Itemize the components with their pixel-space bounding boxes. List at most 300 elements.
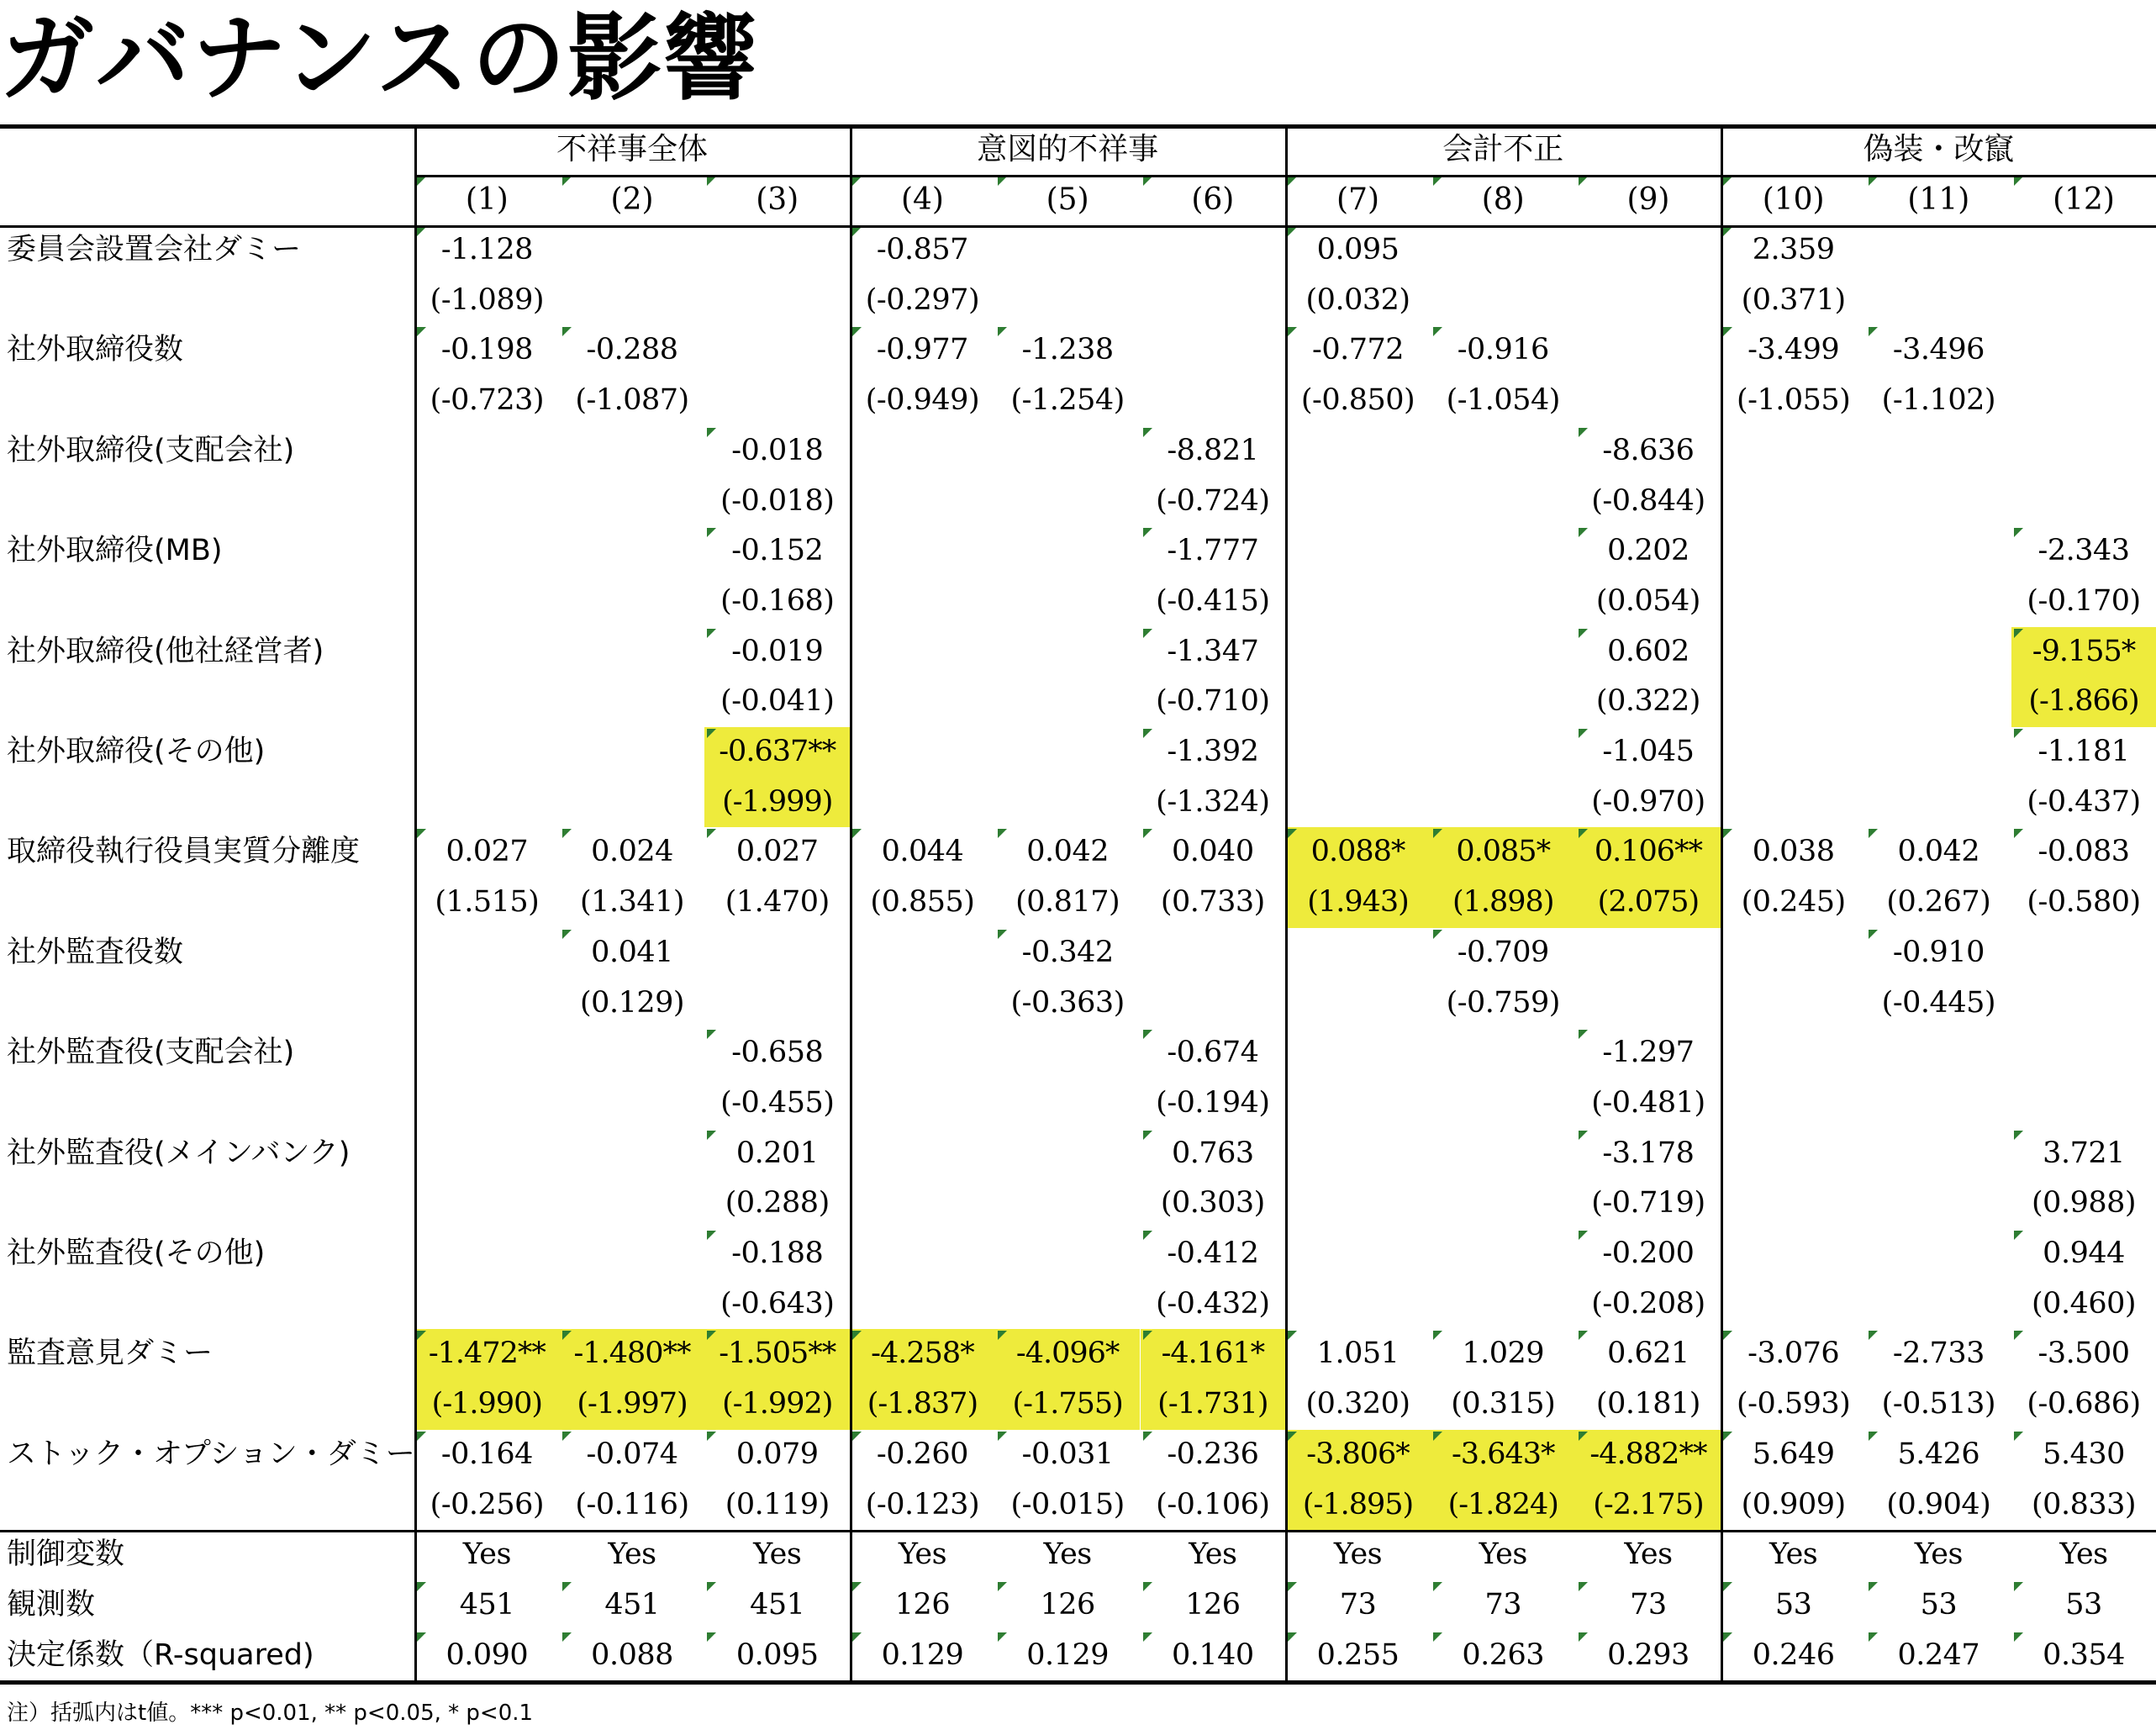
comment-marker (707, 1030, 716, 1039)
coefficient-cell: 0.763 (1171, 1136, 1254, 1170)
t-value-cell: (0.460) (2032, 1286, 2137, 1321)
t-value-cell: (0.129) (580, 985, 685, 1020)
coefficient-cell: 0.042 (1897, 835, 1980, 869)
coefficient-cell: -0.083 (2037, 835, 2130, 869)
footer-cell: 53 (2065, 1587, 2102, 1622)
comment-marker (1579, 1582, 1588, 1591)
coefficient-cell: -0.637** (719, 735, 836, 768)
regression-table (0, 124, 2156, 1685)
coefficient-cell: -0.412 (1167, 1237, 1259, 1270)
footer-cell: 0.129 (1026, 1637, 1109, 1672)
comment-marker (1433, 1432, 1442, 1441)
coefficient-cell: 1.029 (1462, 1337, 1545, 1371)
column-header: (5) (1046, 182, 1089, 217)
t-value-cell: (-0.710) (1156, 684, 1270, 719)
group-divider (850, 124, 852, 1680)
comment-marker (1433, 327, 1442, 336)
group-divider (414, 124, 417, 1680)
coefficient-cell: 0.079 (735, 1437, 819, 1471)
t-value-cell: (1.898) (1452, 885, 1554, 920)
comment-marker (2014, 1231, 2023, 1240)
t-value-cell: (-0.455) (720, 1085, 835, 1120)
t-value-cell: (0.288) (725, 1186, 830, 1221)
column-header: (11) (1907, 182, 1970, 217)
t-value-cell: (-0.437) (2027, 784, 2141, 819)
coefficient-cell: -0.288 (586, 333, 678, 367)
t-value-cell: (0.909) (1741, 1487, 1846, 1521)
coefficient-cell: -2.343 (2037, 534, 2130, 568)
t-value-cell: (0.315) (1451, 1387, 1556, 1421)
comment-marker (1433, 177, 1442, 186)
t-value-cell: (2.075) (1597, 885, 1700, 920)
t-value-cell: (-0.513) (1881, 1387, 1996, 1421)
t-value-cell: (0.267) (1886, 885, 1991, 920)
t-value-cell: (-0.106) (1156, 1487, 1270, 1521)
comment-marker (1723, 177, 1732, 186)
comment-marker (998, 829, 1007, 838)
comment-marker (1579, 177, 1588, 186)
comment-marker (1869, 177, 1878, 186)
comment-marker (417, 327, 426, 336)
footer-cell: 0.095 (735, 1637, 819, 1672)
comment-marker (852, 327, 862, 336)
comment-marker (562, 829, 572, 838)
footer-cell: 451 (459, 1587, 514, 1622)
t-value-cell: (1.341) (580, 885, 685, 920)
coefficient-cell: 0.040 (1171, 835, 1254, 869)
comment-marker (562, 1632, 572, 1642)
comment-marker (1143, 629, 1152, 638)
comment-marker (707, 1632, 716, 1642)
t-value-cell: (-1.087) (575, 383, 689, 418)
comment-marker (417, 1432, 426, 1441)
comment-marker (2014, 1131, 2023, 1140)
coefficient-cell: 0.042 (1026, 835, 1109, 869)
t-value-cell: (-0.593) (1736, 1387, 1851, 1421)
footer-cell: 0.247 (1897, 1637, 1980, 1672)
comment-marker (707, 1331, 716, 1340)
column-header: (12) (2053, 182, 2115, 217)
coefficient-cell: -1.238 (1021, 333, 1114, 367)
coefficient-cell: -0.342 (1021, 935, 1114, 969)
footer-cell: Yes (462, 1537, 511, 1572)
footer-cell: Yes (1043, 1537, 1092, 1572)
comment-marker (1723, 327, 1732, 336)
footer-cell: 126 (894, 1587, 951, 1622)
t-value-cell: (-1.102) (1881, 383, 1996, 418)
coefficient-cell: 0.944 (2043, 1237, 2125, 1270)
footer-cell: Yes (1624, 1537, 1673, 1572)
comment-marker (998, 1432, 1007, 1441)
comment-marker (1579, 1432, 1588, 1441)
comment-marker (1723, 1432, 1732, 1441)
coefficient-cell: 0.024 (591, 835, 673, 869)
comment-marker (1433, 1331, 1442, 1340)
comment-marker (562, 177, 572, 186)
coefficient-cell: -3.500 (2037, 1337, 2130, 1371)
t-value-cell: (-1.895) (1302, 1487, 1414, 1521)
comment-marker (852, 1632, 862, 1642)
footer-cell: Yes (753, 1537, 802, 1572)
comment-marker (562, 930, 572, 939)
group-header: 会計不正 (1442, 132, 1564, 166)
comment-marker (1143, 1030, 1152, 1039)
comment-marker (1143, 1432, 1152, 1441)
comment-marker (1143, 528, 1152, 537)
comment-marker (1143, 1131, 1152, 1140)
body-bottom-rule (0, 1530, 2156, 1532)
comment-marker (852, 1331, 862, 1340)
column-header: (4) (900, 182, 944, 217)
row-label: 社外監査役(その他) (7, 1237, 266, 1270)
comment-marker (1143, 1331, 1152, 1340)
coefficient-cell: -0.916 (1457, 333, 1549, 367)
t-value-cell: (-0.015) (1010, 1487, 1125, 1521)
footer-cell: 0.263 (1462, 1637, 1545, 1672)
coefficient-cell: -0.910 (1892, 935, 1985, 969)
comment-marker (1723, 829, 1732, 838)
t-value-cell: (-1.999) (722, 784, 833, 819)
comment-marker (1869, 930, 1878, 939)
comment-marker (1143, 177, 1152, 186)
coefficient-cell: -3.499 (1747, 333, 1840, 367)
t-value-cell: (1.943) (1307, 885, 1409, 920)
footer-cell: 0.255 (1316, 1637, 1400, 1672)
comment-marker (1579, 629, 1588, 638)
t-value-cell: (-0.297) (865, 282, 980, 317)
group-divider (1721, 124, 1723, 1680)
row-label: 委員会設置会社ダミー (7, 233, 302, 266)
t-value-cell: (0.054) (1595, 583, 1700, 618)
t-value-cell: (-0.850) (1300, 383, 1415, 418)
coefficient-cell: 0.621 (1607, 1337, 1689, 1371)
coefficient-cell: -9.155* (2032, 634, 2136, 668)
column-header: (8) (1481, 182, 1525, 217)
comment-marker (998, 177, 1007, 186)
coefficient-cell: -0.019 (731, 634, 824, 668)
comment-marker (1579, 1131, 1588, 1140)
coefficient-cell: -1.777 (1167, 534, 1259, 568)
t-value-cell: (-0.018) (720, 483, 835, 518)
group-divider (1285, 124, 1288, 1680)
coefficient-cell: -4.096* (1015, 1337, 1120, 1371)
top-rule (0, 124, 2156, 129)
comment-marker (1433, 1632, 1442, 1642)
group-header: 偽装・改竄 (1863, 132, 2015, 166)
comment-marker (417, 829, 426, 838)
comment-marker (1579, 829, 1588, 838)
comment-marker (1288, 1582, 1297, 1591)
row-label: 取締役執行役員実質分離度 (7, 835, 361, 869)
t-value-cell: (-0.256) (430, 1487, 545, 1521)
comment-marker (562, 1432, 572, 1441)
comment-marker (562, 327, 572, 336)
footer-cell: 451 (750, 1587, 805, 1622)
t-value-cell: (-0.481) (1591, 1085, 1705, 1120)
column-header: (7) (1336, 182, 1380, 217)
coefficient-cell: -3.076 (1747, 1337, 1840, 1371)
t-value-cell: (0.032) (1305, 282, 1410, 317)
row-label: 監査意見ダミー (7, 1337, 213, 1371)
t-value-cell: (0.904) (1886, 1487, 1991, 1521)
comment-marker (2014, 829, 2023, 838)
column-header: (1) (465, 182, 509, 217)
comment-marker (1579, 1030, 1588, 1039)
comment-marker (707, 1131, 716, 1140)
row-label: 社外監査役(メインバンク) (7, 1136, 351, 1170)
coefficient-cell: -1.297 (1602, 1036, 1695, 1070)
comment-marker (1433, 930, 1442, 939)
t-value-cell: (-0.724) (1156, 483, 1270, 518)
t-value-cell: (-0.116) (575, 1487, 689, 1521)
coefficient-cell: 0.044 (881, 835, 964, 869)
coefficient-cell: -0.674 (1167, 1036, 1259, 1070)
comment-marker (1143, 428, 1152, 437)
t-value-cell: (1.515) (435, 885, 540, 920)
t-value-cell: (-0.759) (1446, 985, 1560, 1020)
row-label: 社外取締役(MB) (7, 534, 223, 568)
row-label: 社外取締役(他社経営者) (7, 634, 324, 668)
coefficient-cell: -8.636 (1602, 433, 1695, 467)
footer-cell: 451 (604, 1587, 660, 1622)
comment-marker (2014, 729, 2023, 738)
comment-marker (1869, 829, 1878, 838)
t-value-cell: (-1.089) (430, 282, 545, 317)
t-value-cell: (-0.686) (2027, 1387, 2141, 1421)
t-value-cell: (-1.755) (1012, 1387, 1123, 1421)
comment-marker (1579, 1331, 1588, 1340)
comment-marker (998, 1582, 1007, 1591)
comment-marker (2014, 1582, 2023, 1591)
t-value-cell: (0.371) (1741, 282, 1846, 317)
coefficient-cell: -3.178 (1602, 1136, 1695, 1170)
t-value-cell: (-0.723) (430, 383, 545, 418)
t-value-cell: (0.833) (2032, 1487, 2137, 1521)
comment-marker (998, 1331, 1007, 1340)
column-header: (10) (1762, 182, 1825, 217)
t-value-cell: (0.119) (725, 1487, 830, 1521)
comment-marker (852, 177, 862, 186)
comment-marker (1288, 829, 1297, 838)
coefficient-cell: 3.721 (2043, 1136, 2125, 1170)
coefficient-cell: 0.602 (1607, 634, 1689, 668)
t-value-cell: (-1.837) (867, 1387, 978, 1421)
row-label: 社外取締役数 (7, 333, 184, 367)
coefficient-cell: 5.430 (2043, 1437, 2125, 1471)
t-value-cell: (-0.041) (720, 684, 835, 719)
comment-marker (707, 1582, 716, 1591)
t-value-cell: (-0.123) (865, 1487, 980, 1521)
row-label: 社外監査役(支配会社) (7, 1036, 295, 1070)
group-header: 不祥事全体 (556, 132, 709, 166)
coefficient-cell: -1.480** (573, 1337, 691, 1371)
row-label: ストック・オプション・ダミー (7, 1437, 415, 1471)
group-header: 意図的不祥事 (977, 132, 1159, 166)
coefficient-cell: -0.164 (440, 1437, 533, 1471)
t-value-cell: (0.855) (870, 885, 975, 920)
footer-cell: 73 (1630, 1587, 1667, 1622)
comment-marker (417, 1331, 426, 1340)
footer-cell: 0.246 (1752, 1637, 1835, 1672)
coefficient-cell: -0.658 (731, 1036, 824, 1070)
page-title: ガバナンスの影響 (0, 3, 760, 113)
t-value-cell: (-0.415) (1156, 583, 1270, 618)
comment-marker (998, 1632, 1007, 1642)
footer-cell: Yes (1189, 1537, 1237, 1572)
comment-marker (1143, 1632, 1152, 1642)
comment-marker (417, 1632, 426, 1642)
comment-marker (417, 227, 426, 236)
comment-marker (1723, 1632, 1732, 1642)
comment-marker (707, 629, 716, 638)
t-value-cell: (-1.992) (722, 1387, 833, 1421)
coefficient-cell: 5.649 (1752, 1437, 1835, 1471)
comment-marker (1143, 829, 1152, 838)
t-value-cell: (-1.866) (2028, 684, 2139, 719)
footer-row-label: 決定係数（R-squared) (7, 1637, 314, 1672)
footer-cell: Yes (1479, 1537, 1527, 1572)
coefficient-cell: 0.202 (1607, 534, 1689, 568)
comment-marker (707, 729, 716, 738)
t-value-cell: (1.470) (725, 885, 830, 920)
footer-cell: Yes (1769, 1537, 1818, 1572)
coefficient-cell: -8.821 (1167, 433, 1259, 467)
comment-marker (852, 1432, 862, 1441)
coefficient-cell: -0.977 (876, 333, 968, 367)
comment-marker (2014, 1632, 2023, 1642)
comment-marker (1143, 1231, 1152, 1240)
coefficient-cell: -0.772 (1312, 333, 1405, 367)
comment-marker (1143, 1582, 1152, 1591)
coefficient-cell: -1.045 (1602, 735, 1695, 768)
table-note: 注）括弧内はt値。*** p<0.01, ** p<0.05, * p<0.1 (7, 1701, 534, 1726)
footer-cell: 0.129 (881, 1637, 964, 1672)
t-value-cell: (0.245) (1741, 885, 1846, 920)
row-label: 社外取締役(その他) (7, 735, 266, 768)
footer-cell: 73 (1484, 1587, 1521, 1622)
coefficient-cell: -4.882** (1589, 1437, 1707, 1471)
footer-cell: 126 (1040, 1587, 1095, 1622)
t-value-cell: (0.733) (1160, 885, 1265, 920)
footer-cell: Yes (1914, 1537, 1963, 1572)
coefficient-cell: 0.038 (1752, 835, 1835, 869)
footer-cell: Yes (2059, 1537, 2108, 1572)
t-value-cell: (-1.254) (1010, 383, 1125, 418)
comment-marker (2014, 528, 2023, 537)
t-value-cell: (0.817) (1015, 885, 1120, 920)
coefficient-cell: 1.051 (1316, 1337, 1400, 1371)
coefficient-cell: 0.088* (1310, 835, 1405, 869)
coefficient-cell: -0.198 (440, 333, 533, 367)
coefficient-cell: -0.200 (1602, 1237, 1695, 1270)
coefficient-cell: -1.505** (719, 1337, 836, 1371)
comment-marker (1579, 428, 1588, 437)
comment-marker (1579, 1632, 1588, 1642)
coefficient-cell: -4.258* (871, 1337, 974, 1371)
comment-marker (852, 829, 862, 838)
t-value-cell: (-1.055) (1736, 383, 1851, 418)
footer-cell: 0.293 (1607, 1637, 1689, 1672)
comment-marker (1869, 1632, 1878, 1642)
comment-marker (1288, 1432, 1297, 1441)
coefficient-cell: 0.027 (735, 835, 819, 869)
coefficient-cell: 0.201 (735, 1136, 819, 1170)
comment-marker (707, 428, 716, 437)
coefficient-cell: -0.188 (731, 1237, 824, 1270)
comment-marker (2014, 177, 2023, 186)
comment-marker (1288, 327, 1297, 336)
comment-marker (1869, 1432, 1878, 1441)
comment-marker (998, 327, 1007, 336)
coefficient-cell: -3.806* (1306, 1437, 1410, 1471)
footer-cell: 0.140 (1171, 1637, 1254, 1672)
t-value-cell: (-1.990) (431, 1387, 543, 1421)
coefficient-cell: -3.643* (1451, 1437, 1555, 1471)
footer-cell: Yes (608, 1537, 656, 1572)
t-value-cell: (0.181) (1595, 1387, 1700, 1421)
comment-marker (1579, 1231, 1588, 1240)
coefficient-cell: -1.347 (1167, 634, 1259, 668)
coefficient-cell: 0.106** (1594, 835, 1703, 869)
comment-marker (1433, 1582, 1442, 1591)
coefficient-cell: -0.857 (876, 233, 968, 266)
comment-marker (2014, 629, 2023, 638)
comment-marker (2014, 1331, 2023, 1340)
comment-marker (852, 227, 862, 236)
t-value-cell: (-0.970) (1591, 784, 1705, 819)
row-label: 社外監査役数 (7, 935, 184, 969)
coefficient-cell: -3.496 (1892, 333, 1985, 367)
t-value-cell: (0.320) (1305, 1387, 1410, 1421)
row-label: 社外取締役(支配会社) (7, 433, 295, 467)
t-value-cell: (-0.168) (720, 583, 835, 618)
coefficient-cell: 0.041 (591, 935, 673, 969)
footer-row-label: 観測数 (7, 1587, 96, 1622)
comment-marker (417, 1582, 426, 1591)
t-value-cell: (-0.432) (1156, 1286, 1270, 1321)
header-bottom-rule (0, 225, 2156, 228)
coefficient-cell: -4.161* (1161, 1337, 1265, 1371)
comment-marker (1723, 227, 1732, 236)
comment-marker (1288, 227, 1297, 236)
footer-cell: 53 (1920, 1587, 1958, 1622)
comment-marker (417, 177, 426, 186)
t-value-cell: (-0.170) (2027, 583, 2141, 618)
footer-cell: 0.354 (2043, 1637, 2125, 1672)
coefficient-cell: -0.709 (1457, 935, 1549, 969)
column-header: (6) (1191, 182, 1235, 217)
coefficient-cell: -0.260 (876, 1437, 968, 1471)
comment-marker (562, 1582, 572, 1591)
footer-row-label: 制御変数 (7, 1537, 125, 1572)
coefficient-cell: -0.152 (731, 534, 824, 568)
comment-marker (1433, 829, 1442, 838)
comment-marker (1143, 729, 1152, 738)
footer-cell: 53 (1774, 1587, 1812, 1622)
comment-marker (707, 829, 716, 838)
coefficient-cell: 0.027 (445, 835, 529, 869)
t-value-cell: (-1.731) (1157, 1387, 1268, 1421)
bottom-rule (0, 1680, 2156, 1685)
t-value-cell: (-0.363) (1010, 985, 1125, 1020)
comment-marker (1288, 1632, 1297, 1642)
t-value-cell: (0.988) (2032, 1186, 2137, 1221)
t-value-cell: (0.303) (1160, 1186, 1265, 1221)
comment-marker (1579, 528, 1588, 537)
coefficient-cell: -1.181 (2037, 735, 2130, 768)
column-header: (2) (610, 182, 654, 217)
t-value-cell: (-0.643) (720, 1286, 835, 1321)
